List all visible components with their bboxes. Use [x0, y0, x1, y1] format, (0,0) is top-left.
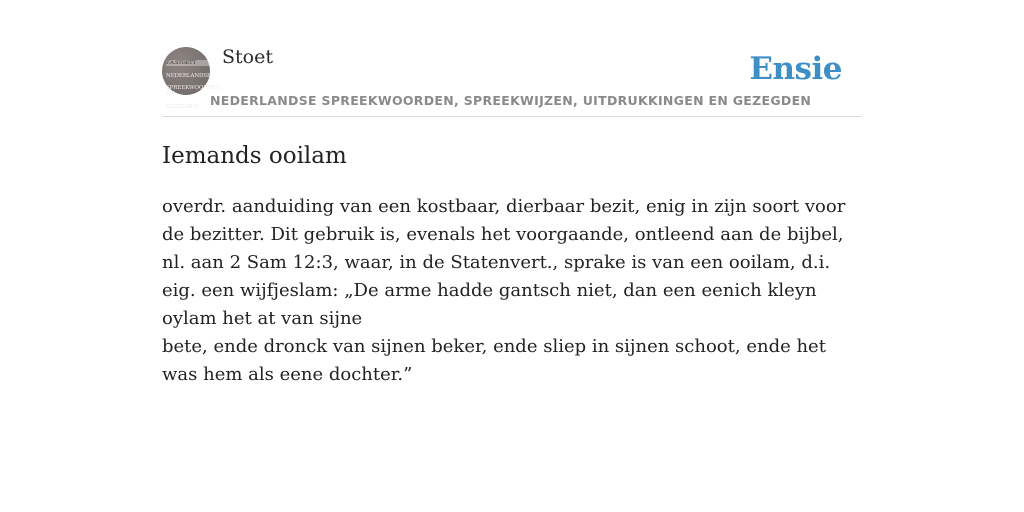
source-name[interactable]: Stoet	[222, 46, 273, 68]
avatar-line-3: GEZEGDEN	[166, 103, 200, 110]
avatar-author: F.A.STOETT	[166, 60, 210, 66]
ensie-logo[interactable]: Ensie	[749, 51, 842, 87]
avatar-book-cover	[166, 54, 221, 110]
entry-title: Iemands ooilam	[162, 143, 347, 169]
card-header	[162, 46, 862, 117]
entry-body: overdr. aanduiding van een kostbaar, dierbaar bezit, enig in zijn soort voor de bezitter. Dit gebruik is, evenals het voorgaande, ontleend aan de bijbel, nl. aan 2 Sam 12:3, waar, in de Statenvert., sprake is van een ooilam, d.i. eig. een wijfjeslam: „De arme hadde gantsch niet, dan een eenich kleyn oylam het at van sijne bete, ende dronck van sijnen beker, ende sliep in sijnen schoot, ende het was hem als eene dochter.”	[162, 196, 846, 385]
entry-card	[162, 46, 862, 389]
avatar-line-1: NEDERLANDSE	[166, 72, 211, 79]
source-avatar[interactable]	[162, 47, 221, 110]
source-subtitle: NEDERLANDSE SPREEKWOORDEN, SPREEKWIJZEN, UITDRUKKINGEN EN GEZEGDEN	[210, 93, 812, 108]
avatar-line-2: SPREEKWOORDEN EN	[166, 85, 221, 98]
